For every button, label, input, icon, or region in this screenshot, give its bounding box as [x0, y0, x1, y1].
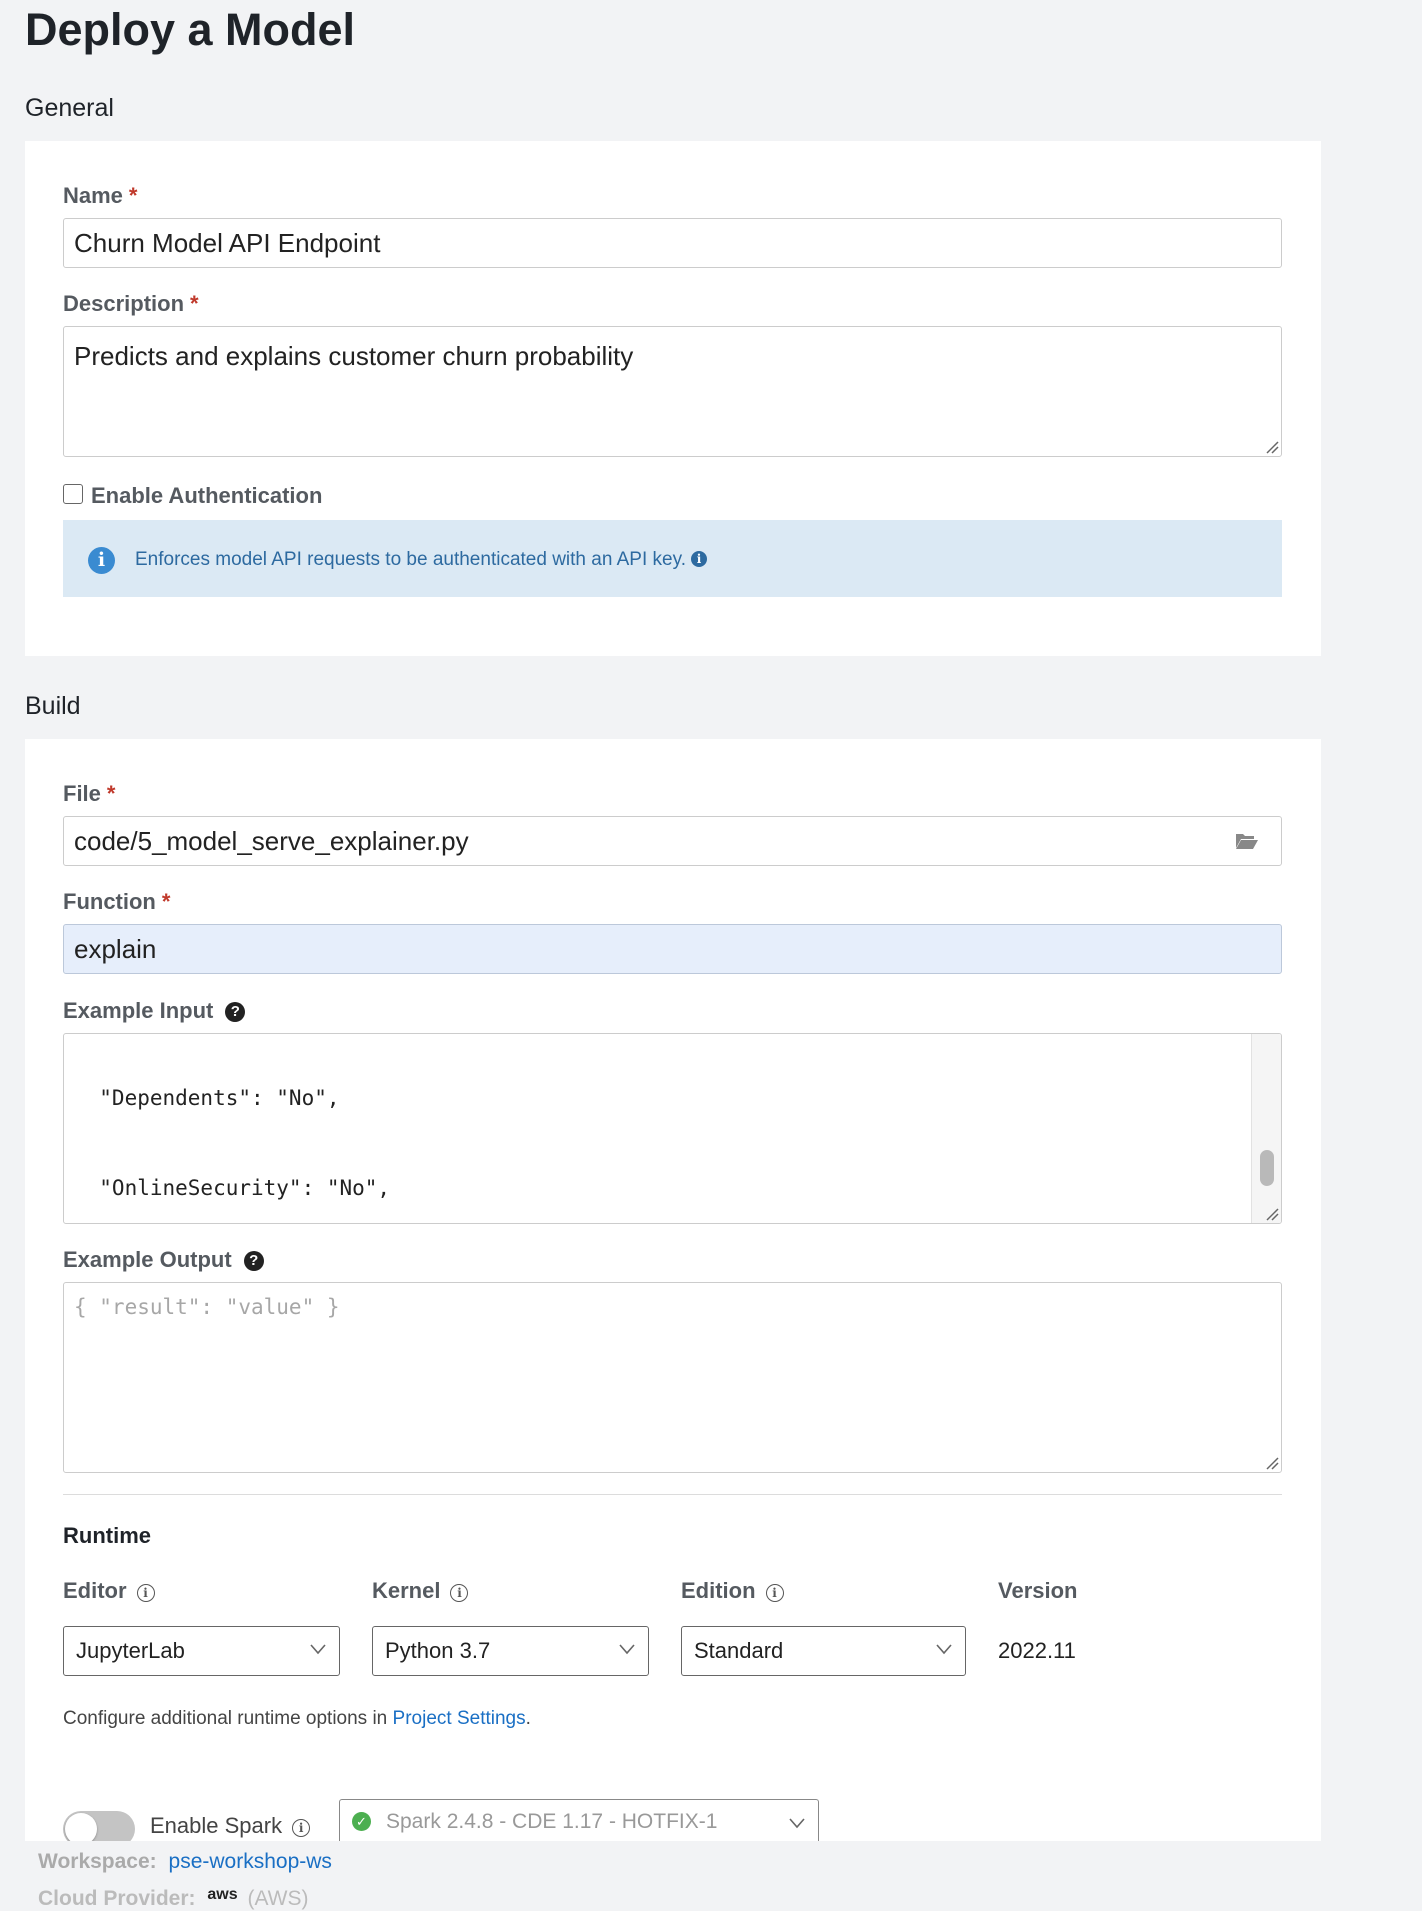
divider	[63, 1494, 1282, 1495]
example-input-label: Example Input ?	[63, 998, 245, 1024]
cloud-provider-info	[38, 1886, 309, 1911]
file-input-value: code/5_model_serve_explainer.py	[74, 826, 469, 856]
description-textarea[interactable]	[63, 326, 1282, 457]
editor-select[interactable]	[63, 1626, 340, 1676]
cloud-provider-value: (AWS)	[247, 1887, 309, 1910]
kernel-info-icon[interactable]: i	[450, 1584, 468, 1602]
example-input-code	[74, 1033, 1245, 1224]
check-circle-icon: ✓	[352, 1812, 371, 1831]
version-value: 2022.11	[998, 1638, 1076, 1663]
example-output-textarea[interactable]	[63, 1282, 1282, 1473]
general-card	[25, 141, 1321, 656]
code-line: "Dependents": "No",	[74, 1086, 340, 1110]
file-input[interactable]	[63, 816, 1282, 866]
example-input-textarea[interactable]	[63, 1033, 1282, 1224]
spark-info-icon[interactable]: i	[292, 1819, 310, 1837]
chevron-down-icon	[618, 1643, 636, 1655]
edition-select[interactable]	[681, 1626, 966, 1676]
project-settings-link[interactable]: Project Settings	[392, 1708, 526, 1729]
name-label: Name *	[63, 183, 138, 208]
cloud-provider-label: Cloud Provider:	[38, 1887, 196, 1910]
auth-checkbox-label: Enable Authentication	[91, 483, 323, 508]
code-line: "OnlineSecurity": "No",	[74, 1176, 391, 1200]
page-title: Deploy a Model	[25, 4, 356, 55]
kernel-select[interactable]	[372, 1626, 649, 1676]
file-label: File *	[63, 781, 116, 806]
edition-label: Edition i	[681, 1578, 784, 1604]
folder-open-icon[interactable]	[1235, 831, 1259, 851]
description-text: Predicts and explains customer churn probability	[74, 341, 634, 371]
configure-text: Configure additional runtime options in Project Settings.	[63, 1708, 531, 1729]
version-label: Version	[998, 1578, 1078, 1603]
runtime-heading: Runtime	[63, 1523, 151, 1548]
editor-label: Editor i	[63, 1578, 155, 1604]
spark-select-value: Spark 2.4.8 - CDE 1.17 - HOTFIX-1	[386, 1810, 718, 1833]
auth-info-text: Enforces model API requests to be authenticated with an API key.	[135, 549, 686, 570]
resize-grip-icon[interactable]	[1263, 1205, 1279, 1221]
example-output-placeholder: { "result": "value" }	[74, 1295, 340, 1319]
question-circle-icon[interactable]: ?	[244, 1251, 264, 1271]
chevron-down-icon	[309, 1643, 327, 1655]
spark-select[interactable]	[339, 1799, 819, 1843]
editor-info-icon[interactable]: i	[137, 1584, 155, 1602]
auth-info-help-icon[interactable]: i	[691, 551, 707, 567]
kernel-label: Kernel i	[372, 1578, 468, 1604]
chevron-down-icon	[935, 1643, 953, 1655]
auth-checkbox[interactable]	[63, 484, 83, 504]
workspace-label: Workspace:	[38, 1850, 157, 1873]
build-heading: Build	[25, 692, 81, 720]
example-output-label: Example Output ?	[63, 1247, 264, 1273]
scrollbar-thumb[interactable]	[1260, 1150, 1274, 1186]
resize-grip-icon[interactable]	[1263, 438, 1279, 454]
function-label: Function *	[63, 889, 171, 914]
chevron-down-icon	[788, 1817, 806, 1829]
name-input[interactable]: Churn Model API Endpoint	[63, 218, 1282, 268]
edition-info-icon[interactable]: i	[766, 1584, 784, 1602]
kernel-select-value: Python 3.7	[385, 1638, 491, 1663]
resize-grip-icon[interactable]	[1263, 1454, 1279, 1470]
question-circle-icon[interactable]: ?	[225, 1002, 245, 1022]
workspace-link[interactable]: pse-workshop-ws	[168, 1850, 332, 1873]
function-input[interactable]: explain	[63, 924, 1282, 974]
general-heading: General	[25, 94, 114, 122]
description-label: Description *	[63, 291, 199, 316]
edition-select-value: Standard	[694, 1638, 784, 1663]
workspace-info	[38, 1850, 332, 1874]
example-input-scrollbar[interactable]	[1251, 1034, 1281, 1223]
info-circle-icon: i	[88, 547, 115, 574]
spark-label: Enable Spark i	[150, 1813, 310, 1839]
aws-logo-icon: aws	[207, 1886, 238, 1903]
auth-info-banner	[63, 520, 1282, 597]
editor-select-value: JupyterLab	[76, 1638, 185, 1663]
